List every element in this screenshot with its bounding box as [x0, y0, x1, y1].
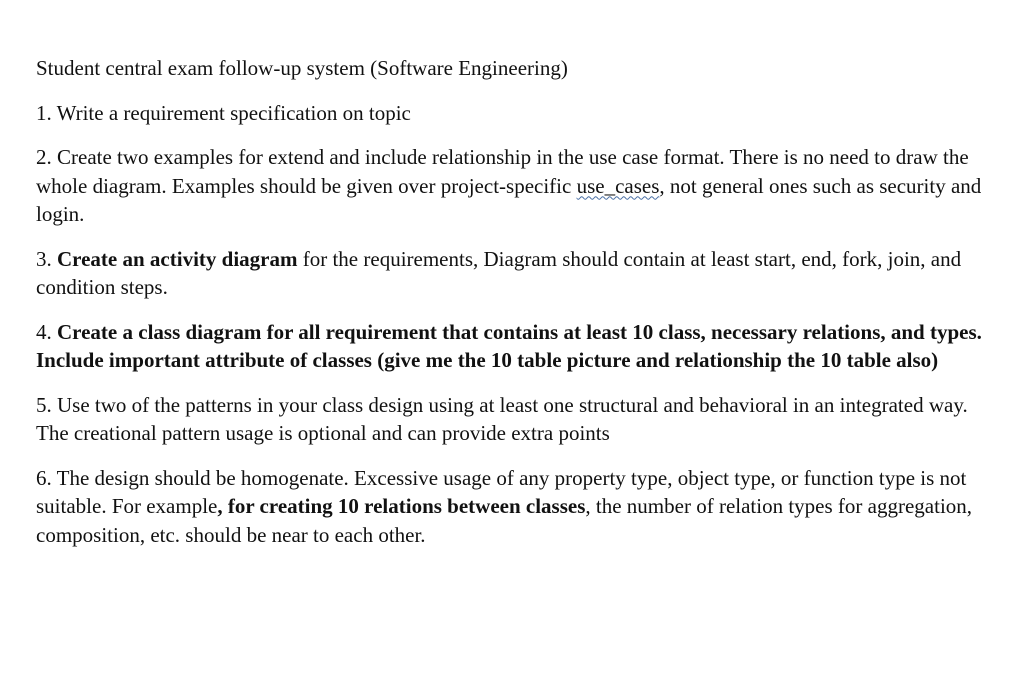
- item-4-bold-text: Create a class diagram for all requirement that contains at least 10 class, necessary relations, and types. Include important attribute of classes (give me the 10 table picture and relationship the 10 table also): [36, 319, 982, 372]
- requirement-item-1: 1. Write a requirement specification on topic: [36, 100, 411, 125]
- item-3-number: 3.: [36, 246, 57, 271]
- requirement-item-6: [36, 464, 996, 550]
- item-6-text-end: , the number of relation types for aggregation, composition, etc. should be near to each other.: [36, 494, 973, 547]
- document-body: [36, 54, 996, 565]
- item-4-number: 4.: [36, 319, 57, 344]
- requirement-item-2: [36, 143, 996, 229]
- document-title: Student central exam follow-up system (Software Engineering): [36, 56, 568, 80]
- requirement-item-3: [36, 245, 996, 302]
- item-2-text-end: , not general ones such as security and login.: [36, 173, 982, 226]
- requirement-item-4: [36, 318, 996, 375]
- spellcheck-flagged-word[interactable]: use_cases: [576, 173, 660, 198]
- item-6-bold-text: , for creating 10 relations between classes: [217, 494, 586, 518]
- item-3-text: for the requirements, Diagram should contain at least start, end, fork, join, and condition steps.: [36, 246, 962, 299]
- requirement-item-5: 5. Use two of the patterns in your class design using at least one structural and behavioral in an integrated way. The creational pattern usage is optional and can provide extra points: [36, 392, 968, 445]
- item-6-text-start: 6. The design should be homogenate. Excessive usage of any property type, object type, or function type is not suitable. For example: [36, 465, 967, 518]
- item-3-bold-text: Create an activity diagram: [57, 246, 298, 271]
- item-2-text-start: 2. Create two examples for extend and include relationship in the use case format. There is no need to draw the whole diagram. Examples should be given over project-specific: [36, 145, 969, 198]
